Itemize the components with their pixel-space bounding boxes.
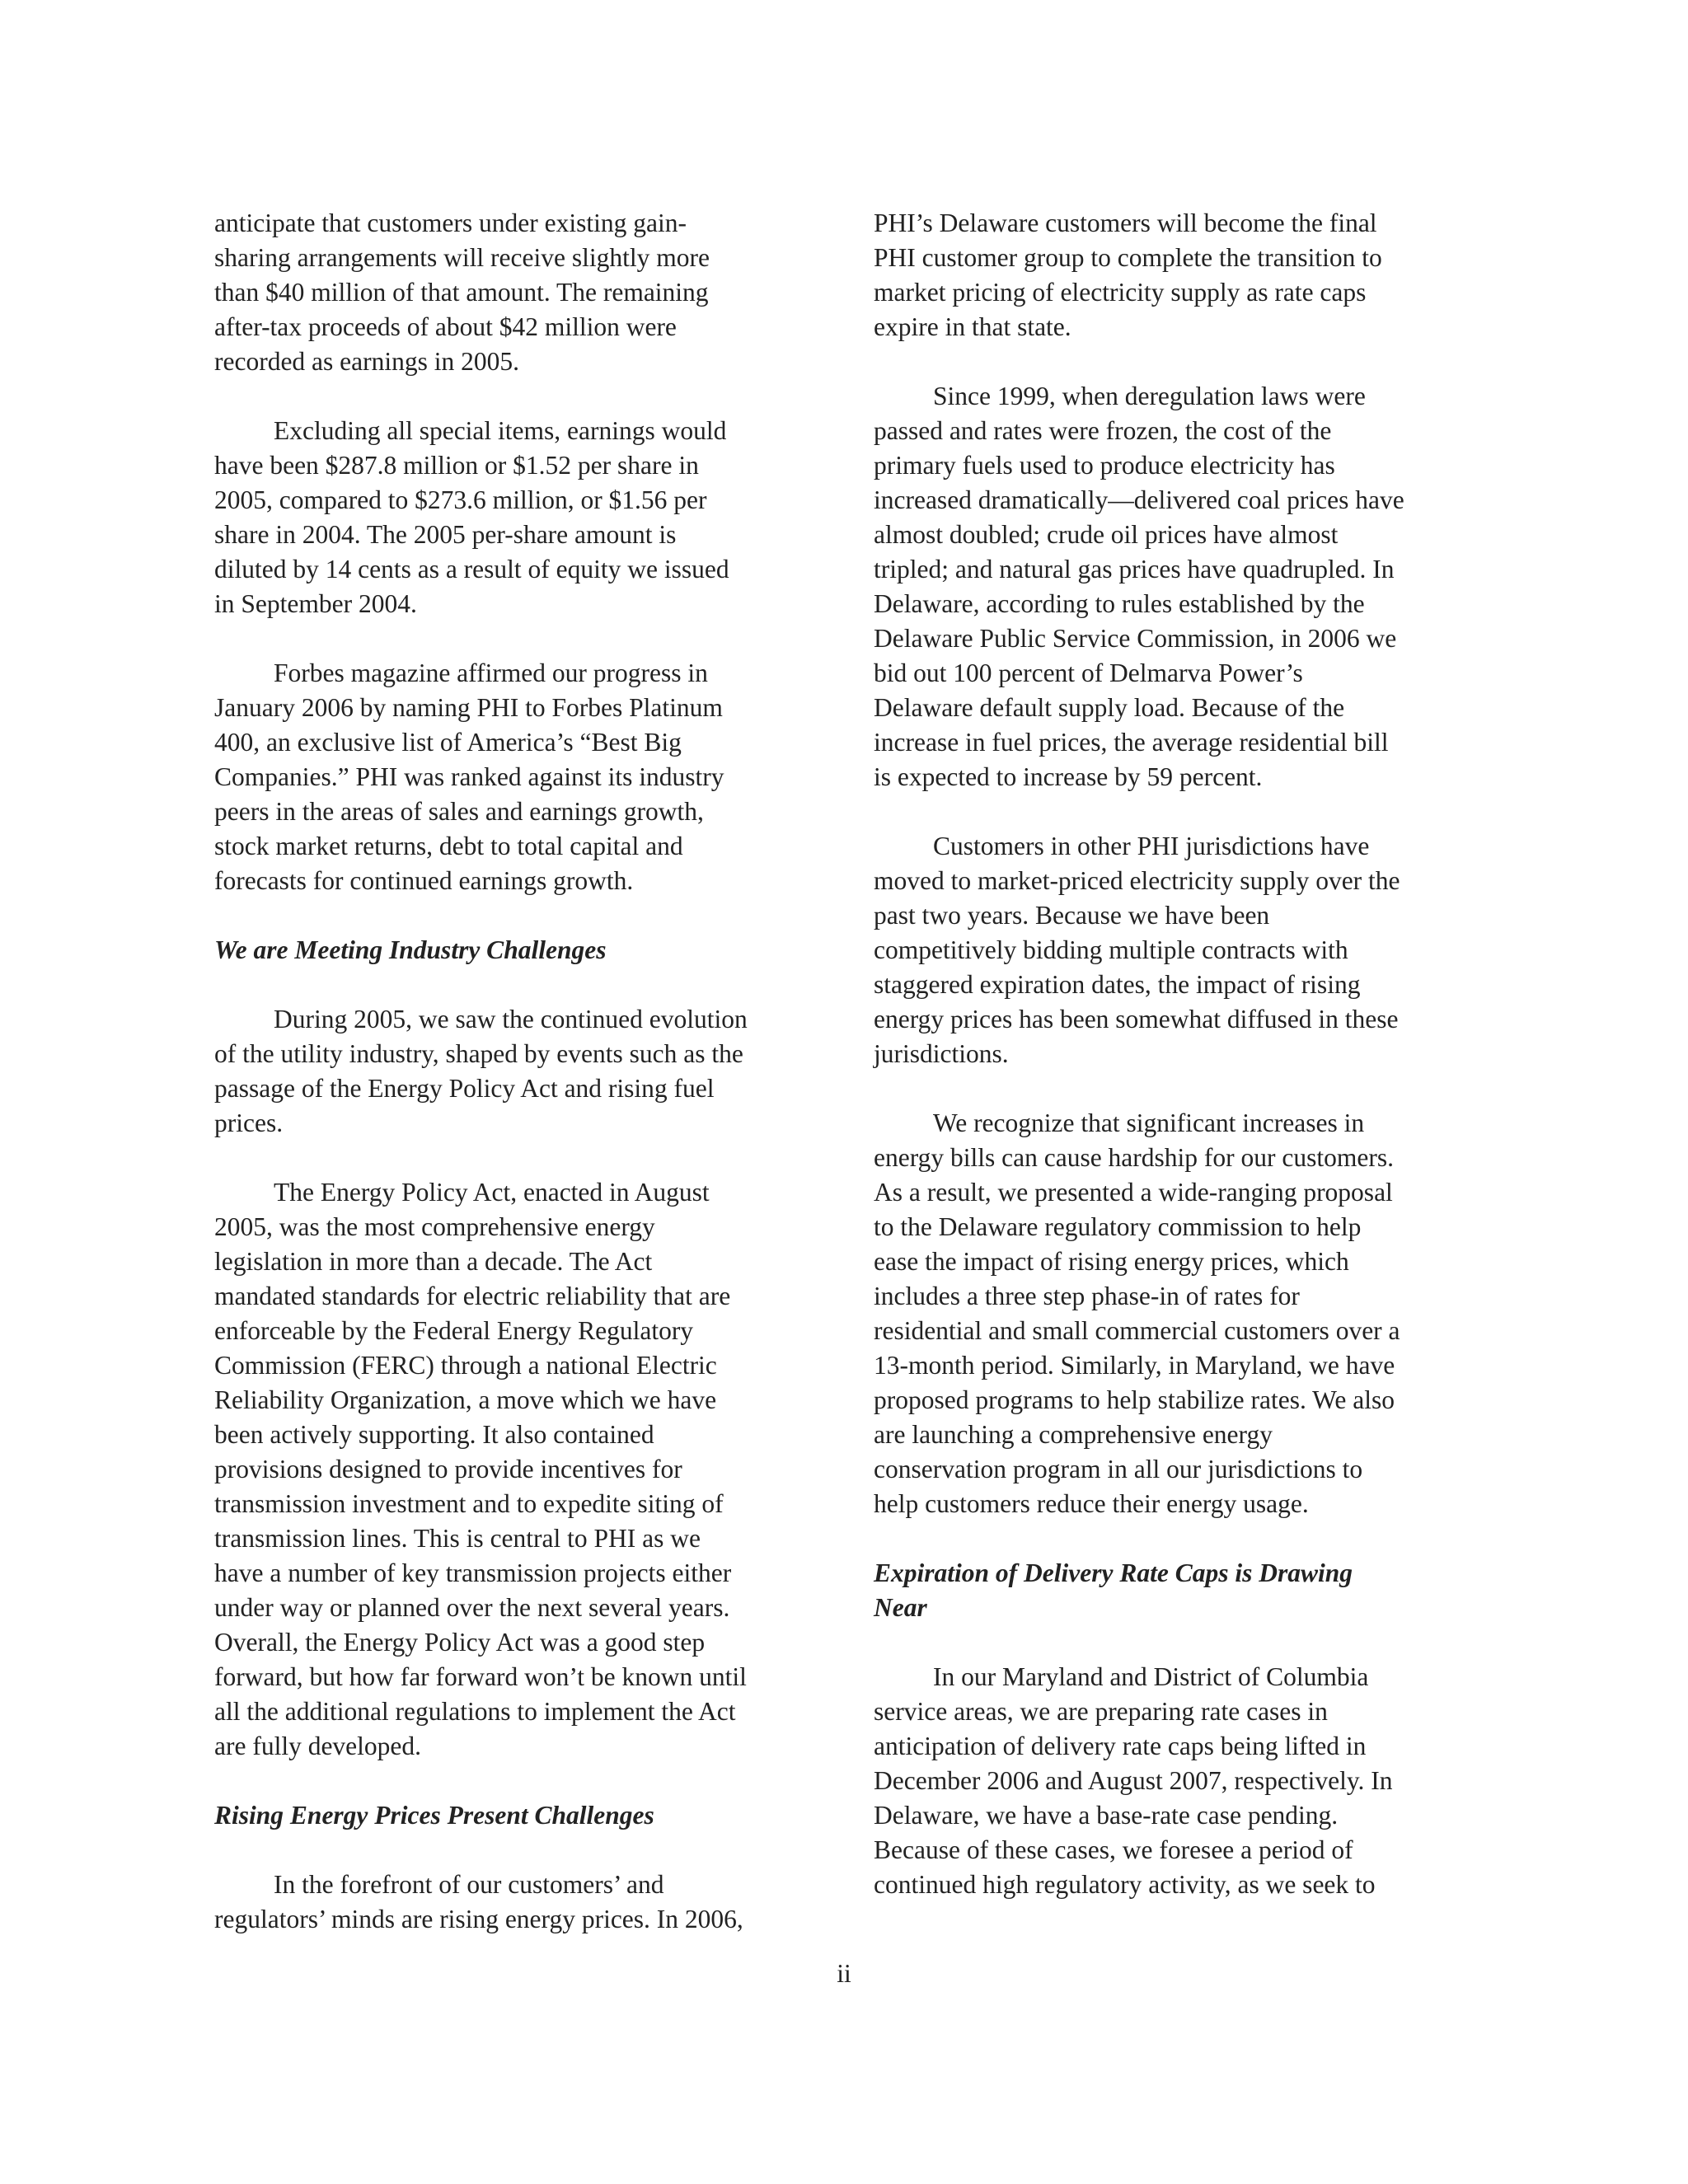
paragraph: During 2005, we saw the continued evolution of the utility industry, shaped by events such as the passage of the Energy Policy Act and rising fuel prices. — [214, 1005, 748, 1137]
paragraph: Forbes magazine affirmed our progress in January 2006 by naming PHI to Forbes Platinum 400, an exclusive list of America’s “Best Big Companies.” PHI was ranked against its industry peers in the areas of sales and earnings growth, stock market returns, debt to total capital and forecasts for continued earnings growth. — [214, 658, 724, 895]
paragraph: The Energy Policy Act, enacted in August 2005, was the most comprehensive energy legislation in more than a decade. The Act mandated standards for electric reliability that are enforceable by the Federal Energy Regulatory Commission (FERC) through a national Electric Reliability Organization, a move which we have been actively supporting. It also contained provisions designed to provide incentives for transmission investment and to expedite siting of transmission lines. This is central to PHI as we have a number of key transmission projects either under way or planned over the next several years. Overall, the Energy Policy Act was a good step forward, but how far forward won’t be known until all the additional regulations to implement the Act are fully developed. — [214, 1178, 747, 1760]
section-heading: Rising Energy Prices Present Challenges — [214, 1801, 654, 1830]
left-column — [214, 206, 808, 1971]
right-column — [874, 206, 1467, 1937]
paragraph: We recognize that significant increases in energy bills can cause hardship for our customers. As a result, we presented a wide-ranging proposal to the Delaware regulatory commission to help ease the impact of rising energy prices, which includes a three step phase-in of rates for residential and small commercial customers over a 13-month period. Similarly, in Maryland, we have proposed programs to help stabilize rates. We also are launching a comprehensive energy conservation program in all our jurisdictions to help customers reduce their energy usage. — [874, 1108, 1400, 1518]
paragraph: anticipate that customers under existing gain- sharing arrangements will receive slightly more than $40 million of that amount. The remaining after-tax proceeds of about $42 million were recorded as earnings in 2005. — [214, 209, 710, 376]
paragraph: Since 1999, when deregulation laws were passed and rates were frozen, the cost of the primary fuels used to produce electricity has increased dramatically—delivered coal prices have almost doubled; crude oil prices have almost tripled; and natural gas prices have quadrupled. In Delaware, according to rules established by the Delaware Public Service Commission, in 2006 we bid out 100 percent of Delmarva Power’s Delaware default supply load. Because of the increase in fuel prices, the average residential bill is expected to increase by 59 percent. — [874, 382, 1404, 791]
section-heading: Expiration of Delivery Rate Caps is Drawing Near — [874, 1558, 1353, 1622]
paragraph: In our Maryland and District of Columbia service areas, we are preparing rate cases in anticipation of delivery rate caps being lifted in December 2006 and August 2007, respectively. In Delaware, we have a base-rate case pending. Because of these cases, we foresee a period of continued high regulatory activity, as we seek to — [874, 1662, 1393, 1899]
paragraph: PHI’s Delaware customers will become the final PHI customer group to complete the transition to market pricing of electricity supply as rate caps expire in that state. — [874, 209, 1382, 341]
paragraph: In the forefront of our customers’ and regulators’ minds are rising energy prices. In 2006, — [214, 1870, 743, 1933]
paragraph: Customers in other PHI jurisdictions have moved to market-priced electricity supply over the past two years. Because we have been competitively bidding multiple contracts with staggered expiration dates, the impact of rising energy prices has been somewhat diffused in these jurisdictions. — [874, 832, 1400, 1068]
page-number: ii — [837, 1959, 851, 1988]
section-heading: We are Meeting Industry Challenges — [214, 935, 607, 964]
paragraph: Excluding all special items, earnings would have been $287.8 million or $1.52 per share in 2005, compared to $273.6 million, or $1.56 per share in 2004. The 2005 per-share amount is diluted by 14 cents as a result of equity we issued in September 2004. — [214, 416, 729, 618]
